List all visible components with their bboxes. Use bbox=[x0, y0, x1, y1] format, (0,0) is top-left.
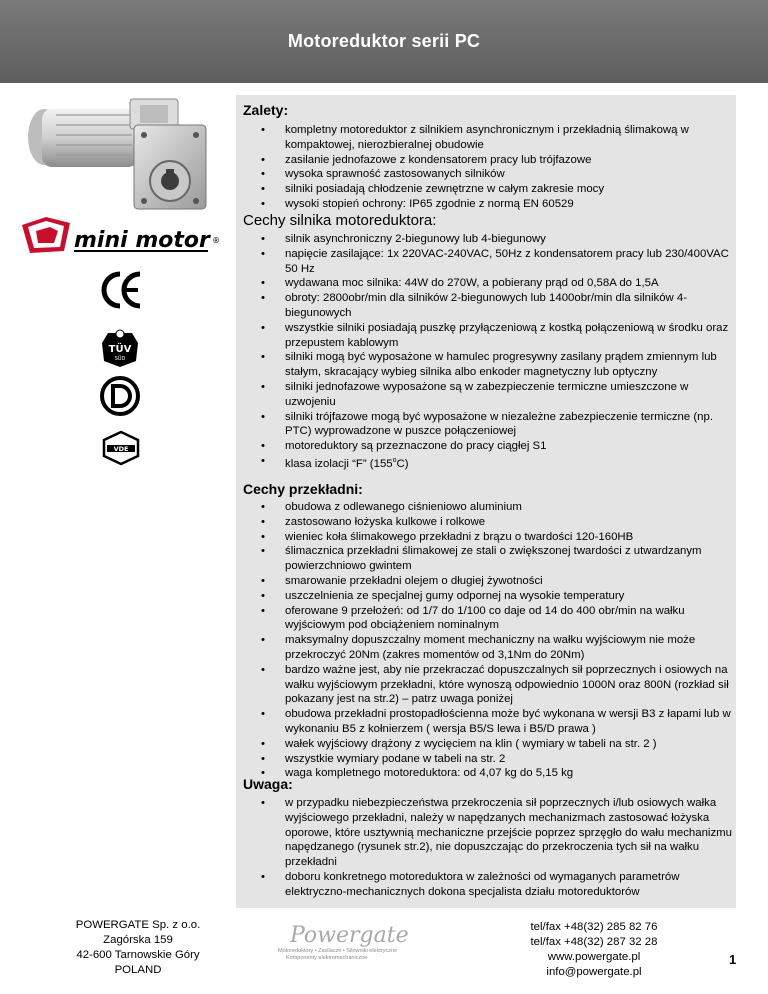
page-title: Motoreduktor serii PC bbox=[287, 31, 481, 51]
section-uwaga bbox=[243, 776, 733, 900]
list-item: • waga kompletnego motoreduktora: od 4,07 kg do 5,15 kg bbox=[285, 766, 733, 781]
section-zalety bbox=[243, 102, 733, 212]
uwaga-list bbox=[243, 796, 733, 900]
list-item: • wałek wyjściowy drążony z wycięciem na klin ( wymiary w tabeli na str. 2 ) bbox=[285, 737, 733, 752]
list-item: • kompletny motoreduktor z silnikiem asynchronicznym i przekładnią ślimakową w kompaktowej, nierozbieralnej obudowie bbox=[285, 123, 733, 153]
registered-mark: ® bbox=[212, 236, 220, 245]
section-title: Cechy przekładni: bbox=[243, 481, 363, 497]
list-item: • maksymalny dopuszczalny moment mechaniczny na wałku wyjściowym nie może przekroczyć 20Nm (zakres momentów od 3,1Nm do 20Nm) bbox=[285, 633, 733, 663]
ce-mark-icon bbox=[100, 270, 144, 310]
svg-text:SÜD: SÜD bbox=[114, 356, 126, 362]
svg-text:TÜV: TÜV bbox=[108, 344, 132, 355]
list-item: • silnik asynchroniczny 2-biegunowy lub 4-biegunowy bbox=[285, 232, 733, 247]
list-item: • w przypadku niebezpieczeństwa przekroczenia sił poprzecznych i/lub osiowych wałka wyjściowego przekładni, należy w napędzanych mechanizmach zastosować łożyska oporowe, które usztywnią mechaniczne przejście poprzez sprzęgło do wału mechanizmu napędzanego (rysunek str.2), nie dopuszczając do przekroczenia tych sił na wałku przekładni bbox=[285, 796, 733, 870]
mini-motor-logo-icon bbox=[16, 213, 220, 257]
page-header bbox=[0, 0, 768, 83]
list-item: • smarowanie przekładni olejem o długiej żywotności bbox=[285, 574, 733, 589]
section-przekladnia bbox=[243, 481, 733, 781]
list-item: • silniki trójfazowe mogą być wyposażone w niezależne zabezpieczenie termiczne (np. PTC) wyprowadzone w puszce połączeniowej bbox=[285, 410, 733, 440]
list-item: • wszystkie wymiary podane w tabeli na str. 2 bbox=[285, 752, 733, 767]
page-number: 1 bbox=[729, 952, 737, 967]
list-item: • zasilanie jednofazowe z kondensatorem pracy lub trójfazowe bbox=[285, 153, 733, 168]
vde-mark-icon bbox=[100, 430, 142, 466]
svg-text:mini motor: mini motor bbox=[74, 228, 210, 253]
tuv-sud-mark-icon bbox=[100, 327, 140, 369]
zalety-list bbox=[243, 123, 733, 212]
list-item: • silniki mogą być wyposażone w hamulec progresywny zasilany prądem zmiennym lub stałym, skracający wybieg silnika albo enkoder magnetyczny lub optyczny bbox=[285, 350, 733, 380]
list-item: • uszczelnienia ze specjalnej gumy odpornej na wysokie temperatury bbox=[285, 589, 733, 604]
list-item: • bardzo ważne jest, aby nie przekraczać dopuszczalnych sił poprzecznych i osiowych na wałku wyjściowym przekładni, które wynoszą odpowiednio 1000N oraz 800N (rozkład sił pokazany jest na str.2) – patrz uwaga poniżej bbox=[285, 663, 733, 707]
list-item: • napięcie zasilające: 1x 220VAC-240VAC, 50Hz z kondensatorem pracy lub 230/400VAC 50 Hz bbox=[285, 247, 733, 277]
list-item: • silniki jednofazowe wyposażone są w zabezpieczenie termiczne umieszczone w uzwojeniu bbox=[285, 380, 733, 410]
przekladnia-list bbox=[243, 500, 733, 781]
section-silnik bbox=[243, 213, 733, 472]
list-item: • zastosowano łożyska kulkowe i rolkowe bbox=[285, 515, 733, 530]
list-item: • wysoka sprawność zastosowanych silników bbox=[285, 167, 733, 182]
phone-2: tel/fax +48(32) 287 32 28 bbox=[530, 936, 658, 948]
list-item: • doboru konkretnego motoreduktora w zależności od wymaganych parametrów elektryczno-mechanicznych dokona specjalista działu motoreduktorów bbox=[285, 870, 733, 900]
list-item: • ślimacznica przekładni ślimakowej ze stali o zwiększonej twardości z utwardzanym powierzchniowo gwintem bbox=[285, 544, 733, 574]
list-item: • obudowa przekładni prostopadłościenna może być wykonana w wersji B3 z łapami lub w wykonaniu B5 z kołnierzem ( wersja B5/S lewa i B5/D prawa ) bbox=[285, 707, 733, 737]
list-item: • oferowane 9 przełożeń: od 1/7 do 1/100 co daje od 14 do 400 obr/min na wałku wyjściowym pod obciążeniem nominalnym bbox=[285, 604, 733, 634]
list-item: • wydawana moc silnika: 44W do 270W, a pobierany prąd od 0,58A do 1,5A bbox=[285, 276, 733, 291]
section-title: Uwaga: bbox=[243, 776, 293, 792]
silnik-list bbox=[243, 232, 733, 472]
list-item: • silniki posiadają chłodzenie zewnętrzne w całym zakresie mocy bbox=[285, 182, 733, 197]
website-link[interactable]: www.powergate.pl bbox=[547, 951, 641, 963]
svg-text:VDE: VDE bbox=[113, 445, 129, 453]
list-item: • wysoki stopień ochrony: IP65 zgodnie z normą EN 60529 bbox=[285, 197, 733, 212]
list-item: • obudowa z odlewanego ciśnieniowo aluminium bbox=[285, 500, 733, 515]
section-title: Cechy silnika motoreduktora: bbox=[243, 212, 437, 229]
list-item: • obroty: 2800obr/min dla silników 2-biegunowych lub 1400obr/min dla silników 4-biegunowych bbox=[285, 291, 733, 321]
footer-contact bbox=[490, 920, 698, 980]
section-title: Zalety: bbox=[243, 102, 289, 118]
email-link[interactable]: info@powergate.pl bbox=[546, 966, 642, 978]
gear-motor-photo-icon bbox=[22, 95, 234, 213]
list-item: • wieniec koła ślimakowego przekładni z brązu o twardości 120-160HB bbox=[285, 530, 733, 545]
list-item: • motoreduktory są przeznaczone do pracy ciągłej S1 bbox=[285, 439, 733, 454]
d-mark-icon bbox=[100, 376, 140, 416]
phone-1: tel/fax +48(32) 285 82 76 bbox=[530, 921, 658, 933]
powergate-logo-icon: Powergate Motoreduktory • Zasilacze • Silowniki elektryczne Komponenty elektromechaniczne bbox=[278, 923, 409, 961]
list-item: • wszystkie silniki posiadają puszkę przyłączeniową z kostką połączeniową w środku oraz przepustem kablowym bbox=[285, 321, 733, 351]
list-item-insulation: • klasa izolacji “F” (155$^o$C) bbox=[285, 454, 733, 472]
footer-company-address: POWERGATE Sp. z o.o. Zagórska 159 42-600 Tarnowskie Góry POLAND bbox=[75, 919, 201, 976]
